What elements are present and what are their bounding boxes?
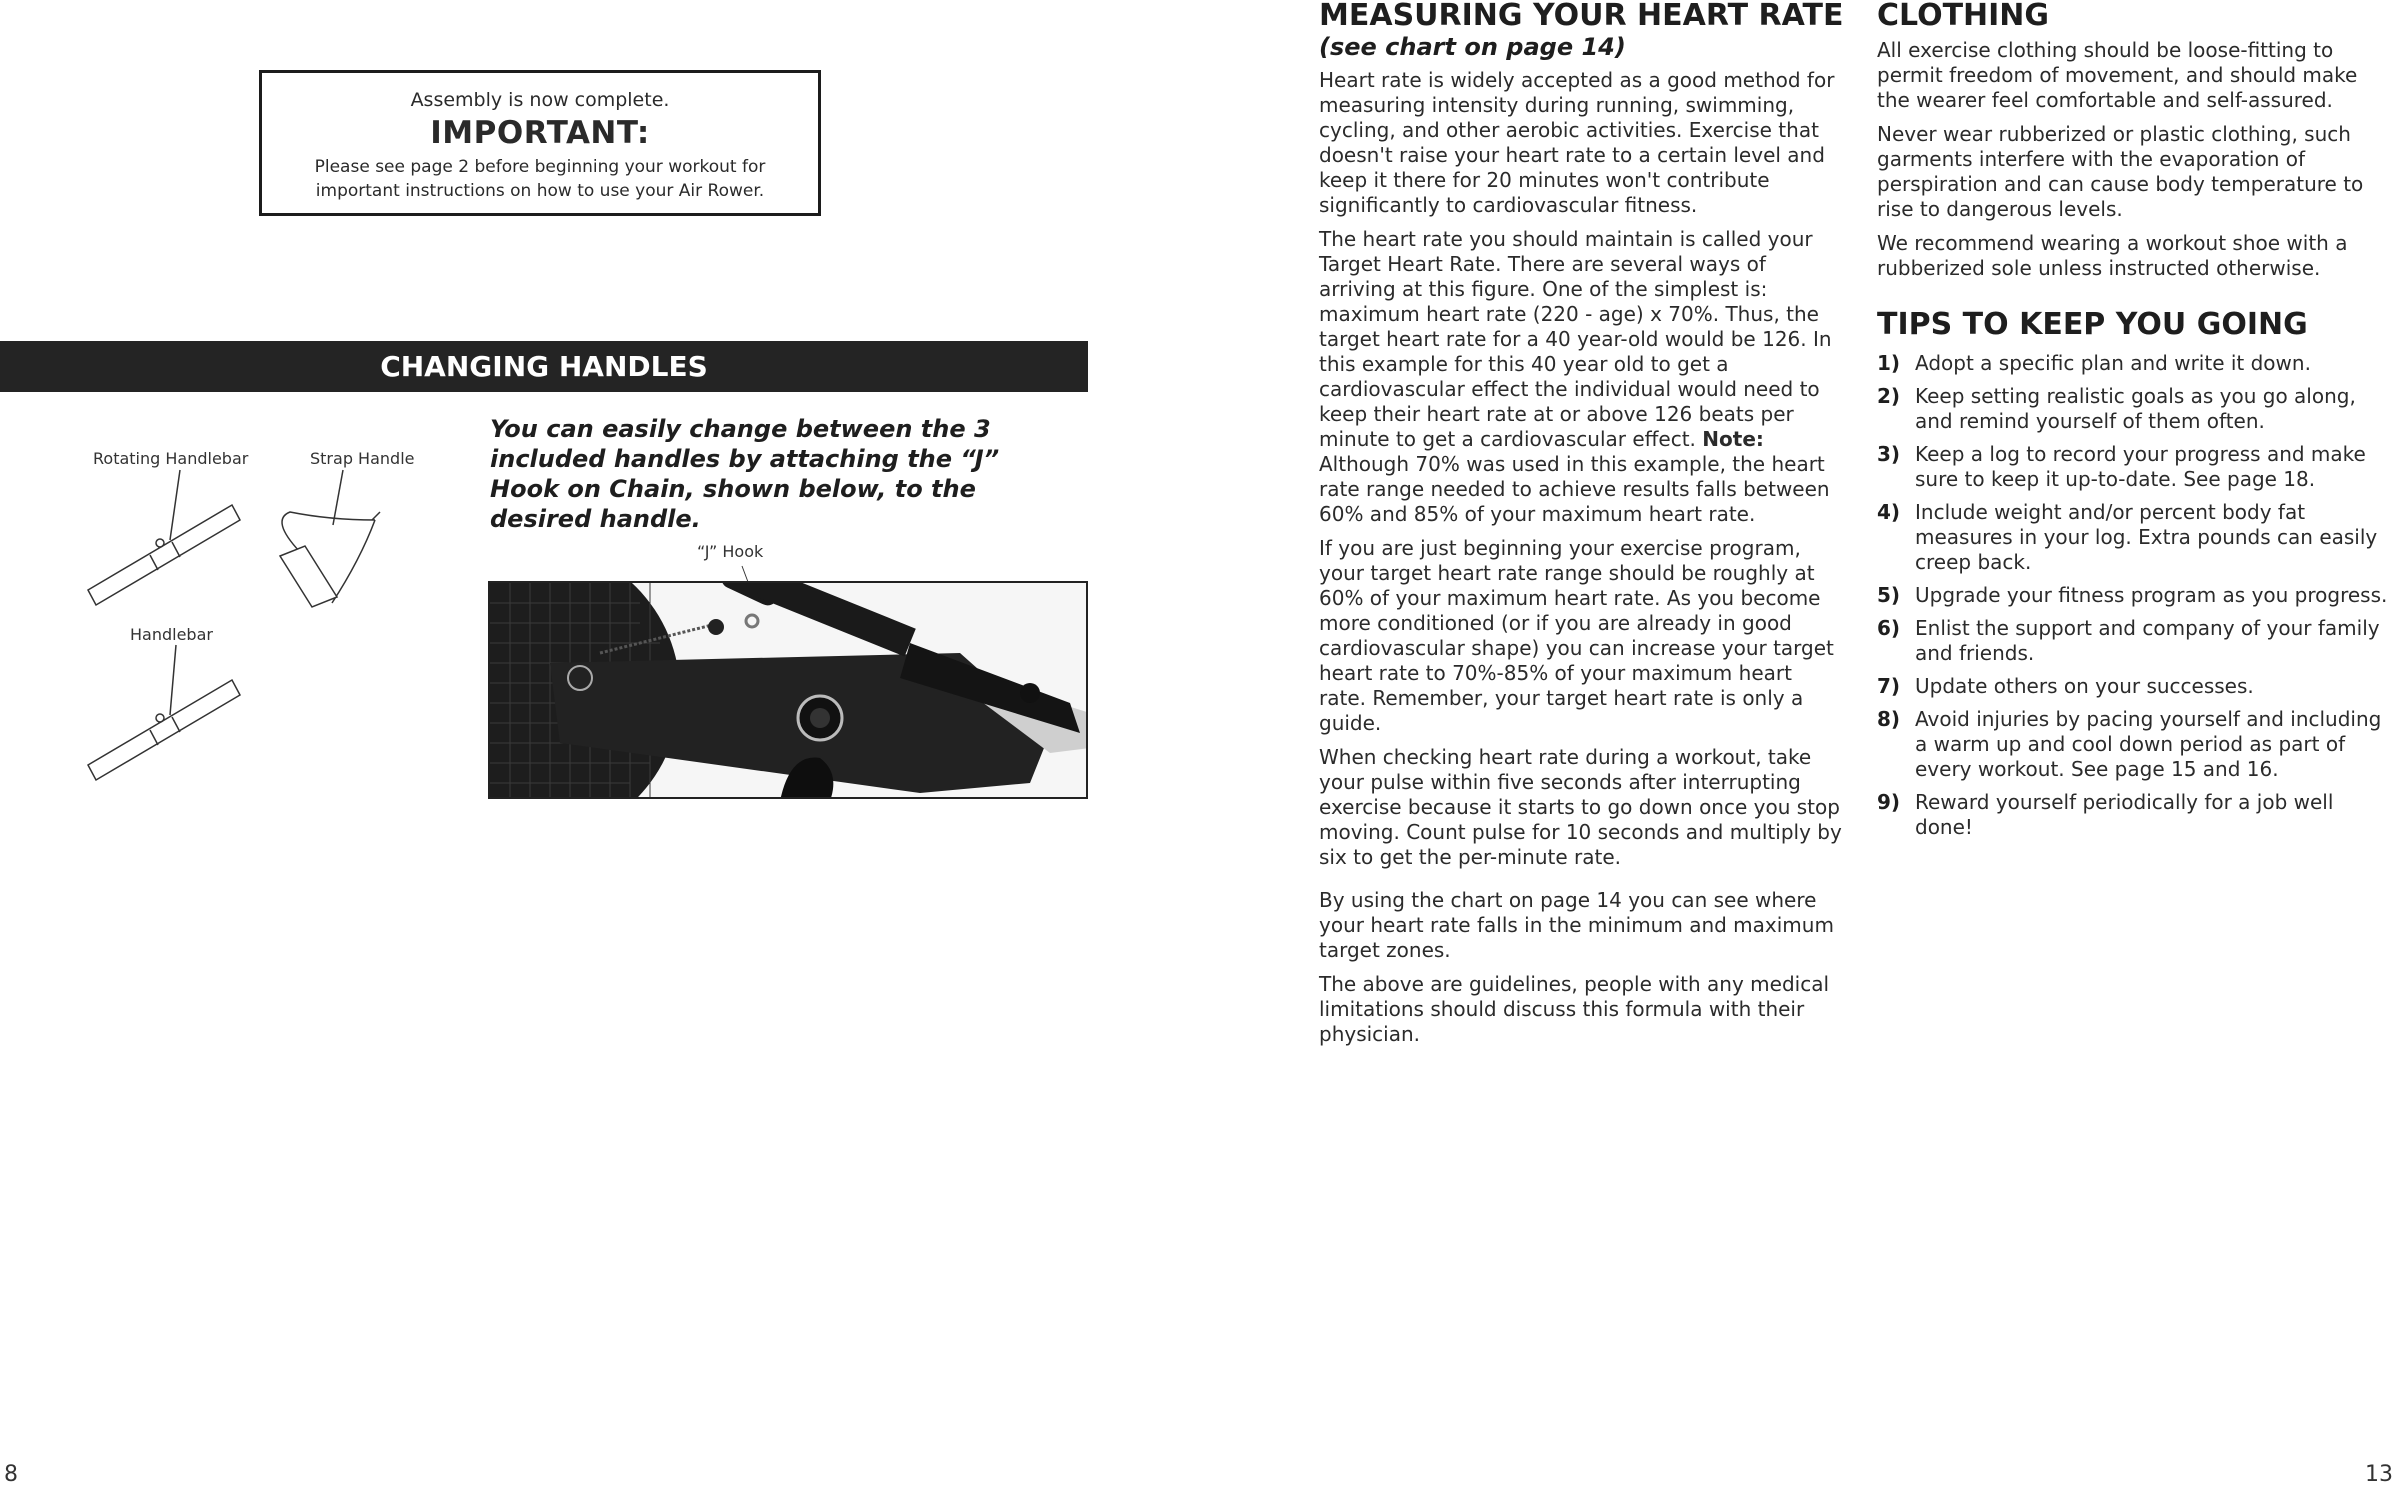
heart-rate-text: Although 70% was used in this example, the heart rate range needed to achieve results falls between 60% and 85% of your maximum heart rate. bbox=[1319, 452, 1830, 526]
tip-text: Keep a log to record your progress and make sure to keep it up-to-date. See page 18. bbox=[1915, 442, 2366, 491]
heart-rate-subtitle: (see chart on page 14) bbox=[1319, 33, 1626, 61]
tip-number: 6) bbox=[1877, 616, 1901, 640]
tip-number: 7) bbox=[1877, 674, 1901, 698]
tip-number: 2) bbox=[1877, 384, 1901, 408]
tips-title: TIPS TO KEEP YOU GOING bbox=[1877, 307, 2308, 342]
tip-text: Enlist the support and company of your family and friends. bbox=[1915, 616, 2380, 665]
tip-number: 5) bbox=[1877, 583, 1901, 607]
clothing-paragraph: We recommend wearing a workout shoe with a rubberized sole unless instructed otherwise. bbox=[1877, 231, 2348, 280]
tip-number: 3) bbox=[1877, 442, 1901, 466]
tip-item bbox=[1877, 674, 2392, 699]
tip-item bbox=[1877, 500, 2392, 575]
heart-rate-title: MEASURING YOUR HEART RATE bbox=[1319, 0, 1844, 33]
strap-handle-label: Strap Handle bbox=[310, 449, 415, 468]
changing-handles-intro: You can easily change between the 3 included handles by attaching the “J” Hook on Chain, shown below, to the desired handle. bbox=[490, 415, 1000, 533]
tip-text: Update others on your successes. bbox=[1915, 674, 2254, 698]
tip-item bbox=[1877, 351, 2392, 376]
tip-number: 8) bbox=[1877, 707, 1901, 731]
clothing-title: CLOTHING bbox=[1877, 0, 2050, 33]
tip-text: Adopt a specific plan and write it down. bbox=[1915, 351, 2311, 375]
tip-item bbox=[1877, 583, 2392, 608]
changing-handles-banner: CHANGING HANDLES bbox=[0, 341, 1088, 392]
heart-rate-paragraph: When checking heart rate during a workout, take your pulse within five seconds after interrupting exercise because it starts to go down once you stop moving. Count pulse for 10 seconds and multiply by six to get the per-minute rate. bbox=[1319, 745, 1842, 869]
tip-item bbox=[1877, 790, 2392, 840]
tip-item bbox=[1877, 616, 2392, 666]
heart-rate-paragraph: If you are just beginning your exercise program, your target heart rate range should be roughly at 60% of your maximum heart rate. As you become more conditioned (or if you are already in good cardiovascular shape) you can increase your target heart rate to 70%-85% of your maximum heart rate. Remember, your target heart rate is only a guide. bbox=[1319, 536, 1834, 735]
rotating-handlebar-label: Rotating Handlebar bbox=[93, 449, 249, 468]
heart-rate-paragraph: By using the chart on page 14 you can see where your heart rate falls in the minimum and maximum target zones. bbox=[1319, 888, 1834, 962]
page-number-left: 8 bbox=[4, 1462, 18, 1487]
tip-item bbox=[1877, 707, 2392, 782]
notice-heading: IMPORTANT: bbox=[430, 115, 650, 151]
tip-text: Upgrade your fitness program as you progress. bbox=[1915, 583, 2388, 607]
tip-number: 4) bbox=[1877, 500, 1901, 524]
heart-rate-section bbox=[1319, 0, 1844, 1056]
j-hook-label: “J” Hook bbox=[697, 542, 764, 561]
rower-photo bbox=[488, 581, 1088, 799]
rotating-handlebar-drawing bbox=[88, 470, 240, 605]
notice-body: Please see page 2 before beginning your workout for important instructions on how to use your Air Rower. bbox=[314, 157, 766, 201]
tip-number: 1) bbox=[1877, 351, 1901, 375]
clothing-tips-column bbox=[1877, 0, 2392, 848]
strap-handle-drawing bbox=[280, 470, 380, 607]
page-number-right: 13 bbox=[2365, 1462, 2393, 1487]
tip-item bbox=[1877, 442, 2392, 492]
heart-rate-paragraph: Heart rate is widely accepted as a good method for measuring intensity during running, swimming, cycling, and other aerobic activities. Exercise that doesn't raise your heart rate to a certain level and keep it there for 20 minutes won't contribute significantly to cardiovascular fitness. bbox=[1319, 68, 1835, 217]
heart-rate-paragraph-note bbox=[1319, 227, 1844, 527]
clothing-paragraph: Never wear rubberized or plastic clothing, such garments interfere with the evaporation of perspiration and can cause body temperature to rise to dangerous levels. bbox=[1877, 122, 2364, 221]
rower-drawing bbox=[490, 583, 1088, 799]
note-label: Note: bbox=[1702, 427, 1764, 451]
handlebar-label: Handlebar bbox=[130, 625, 213, 644]
tip-text: Avoid injuries by pacing yourself and including a warm up and cool down period as part of every workout. See page 15 and 16. bbox=[1915, 707, 2382, 781]
tip-item bbox=[1877, 384, 2392, 434]
tip-text: Include weight and/or percent body fat measures in your log. Extra pounds can easily creep back. bbox=[1915, 500, 2378, 574]
clothing-paragraph: All exercise clothing should be loose-fitting to permit freedom of movement, and should make the wearer feel comfortable and self-assured. bbox=[1877, 38, 2358, 112]
tip-number: 9) bbox=[1877, 790, 1901, 814]
handlebar-drawing bbox=[88, 645, 240, 780]
tip-text: Keep setting realistic goals as you go along, and remind yourself of them often. bbox=[1915, 384, 2356, 433]
tip-text: Reward yourself periodically for a job well done! bbox=[1915, 790, 2334, 839]
heart-rate-paragraph: The above are guidelines, people with any medical limitations should discuss this formula with their physician. bbox=[1319, 972, 1830, 1046]
heart-rate-text: The heart rate you should maintain is called your Target Heart Rate. There are several ways of arriving at this figure. One of the simplest is: maximum heart rate (220 - age) x 70%. Thus, the target heart rate for a 40 year-old would be 126. In this example for this 40 year old to get a cardiovascular effect the individual would need to keep their heart rate at or above 126 beats per minute to get a cardiovascular effect. bbox=[1319, 227, 1832, 451]
notice-line: Assembly is now complete. bbox=[410, 89, 670, 111]
tips-list bbox=[1877, 351, 2392, 840]
